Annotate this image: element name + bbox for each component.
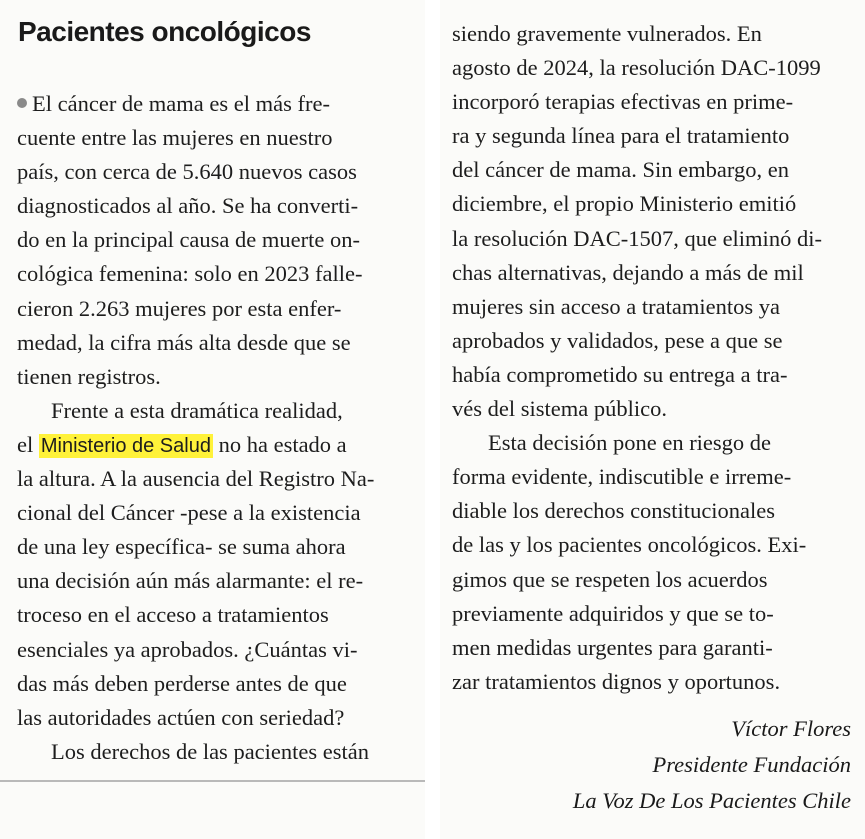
body-line: cional del Cáncer -pese a la existencia: [17, 500, 361, 526]
body-line: del cáncer de mama. Sin embargo, en: [452, 157, 789, 183]
column-divider-rule: [0, 780, 425, 782]
body-line: siendo gravemente vulnerados. En: [452, 21, 762, 46]
signature-role: Presidente Fundación: [652, 752, 851, 777]
body-line: aprobados y validados, pese a que se: [452, 327, 783, 353]
body-line: gimos que se respeten los acuerdos: [452, 566, 768, 592]
body-line: incorporó terapias efectivas en prime-: [452, 89, 794, 115]
bullet-icon: [17, 98, 27, 108]
body-line: cieron 2.263 mujeres por esta enfer-: [17, 295, 342, 321]
right-body-text: [452, 17, 852, 699]
body-line: diable los derechos constitucionales: [452, 498, 776, 524]
body-line: había comprometido su entrega a tra-: [452, 361, 788, 387]
body-line: el Ministerio de Salud no ha estado a: [17, 431, 347, 457]
body-line: mujeres sin acceso a tratamientos ya: [452, 293, 780, 319]
body-line: la altura. A la ausencia del Registro Na-: [17, 466, 375, 492]
highlighted-text: Ministerio de Salud: [40, 434, 211, 457]
body-line: medad, la cifra más alta desde que se: [17, 329, 351, 355]
body-line: Frente a esta dramática realidad,: [51, 397, 343, 423]
body-line: vés del sistema público.: [452, 396, 667, 422]
body-line: troceso en el acceso a tratamientos: [17, 602, 329, 628]
column-gutter: [425, 0, 440, 839]
body-line: esenciales ya aprobados. ¿Cuántas vi-: [17, 636, 358, 662]
body-line: una decisión aún más alarmante: el re-: [17, 568, 364, 594]
body-line: men medidas urgentes para garanti-: [452, 634, 773, 660]
body-line: Esta decisión pone en riesgo de: [488, 430, 772, 456]
body-line: país, con cerca de 5.640 nuevos casos: [17, 159, 357, 185]
body-line: do en la principal causa de muerte on-: [17, 227, 360, 253]
body-line: las autoridades actúen con seriedad?: [17, 704, 345, 730]
body-line: tienen registros.: [17, 363, 161, 389]
body-line: cuente entre las mujeres en nuestro: [17, 125, 333, 151]
body-line: forma evidente, indiscutible e irreme-: [452, 464, 792, 490]
body-line: diciembre, el propio Ministerio emitió: [452, 191, 797, 217]
body-line: Los derechos de las pacientes están: [51, 738, 369, 764]
body-line: previamente adquiridos y que se to-: [452, 600, 774, 626]
left-body-text: [17, 87, 413, 769]
body-line: El cáncer de mama es el más fre-: [17, 87, 413, 121]
signature-organization: La Voz De Los Pacientes Chile: [572, 788, 851, 813]
body-line: agosto de 2024, la resolución DAC-1099: [452, 55, 821, 81]
body-line: cológica femenina: solo en 2023 falle-: [17, 261, 363, 287]
body-line: das más deben perderse antes de que: [17, 670, 347, 696]
article-title: Pacientes oncológicos: [18, 16, 311, 47]
body-line: diagnosticados al año. Se ha converti-: [17, 193, 359, 219]
body-line: de una ley específica- se suma ahora: [17, 534, 346, 560]
body-line: la resolución DAC-1507, que eliminó di-: [452, 225, 822, 251]
body-line: de las y los pacientes oncológicos. Exi-: [452, 532, 807, 558]
body-line: zar tratamientos dignos y oportunos.: [452, 668, 781, 694]
signature-name: Víctor Flores: [731, 716, 851, 741]
body-line: ra y segunda línea para el tratamiento: [452, 123, 790, 149]
body-line: chas alternativas, dejando a más de mil: [452, 259, 804, 285]
